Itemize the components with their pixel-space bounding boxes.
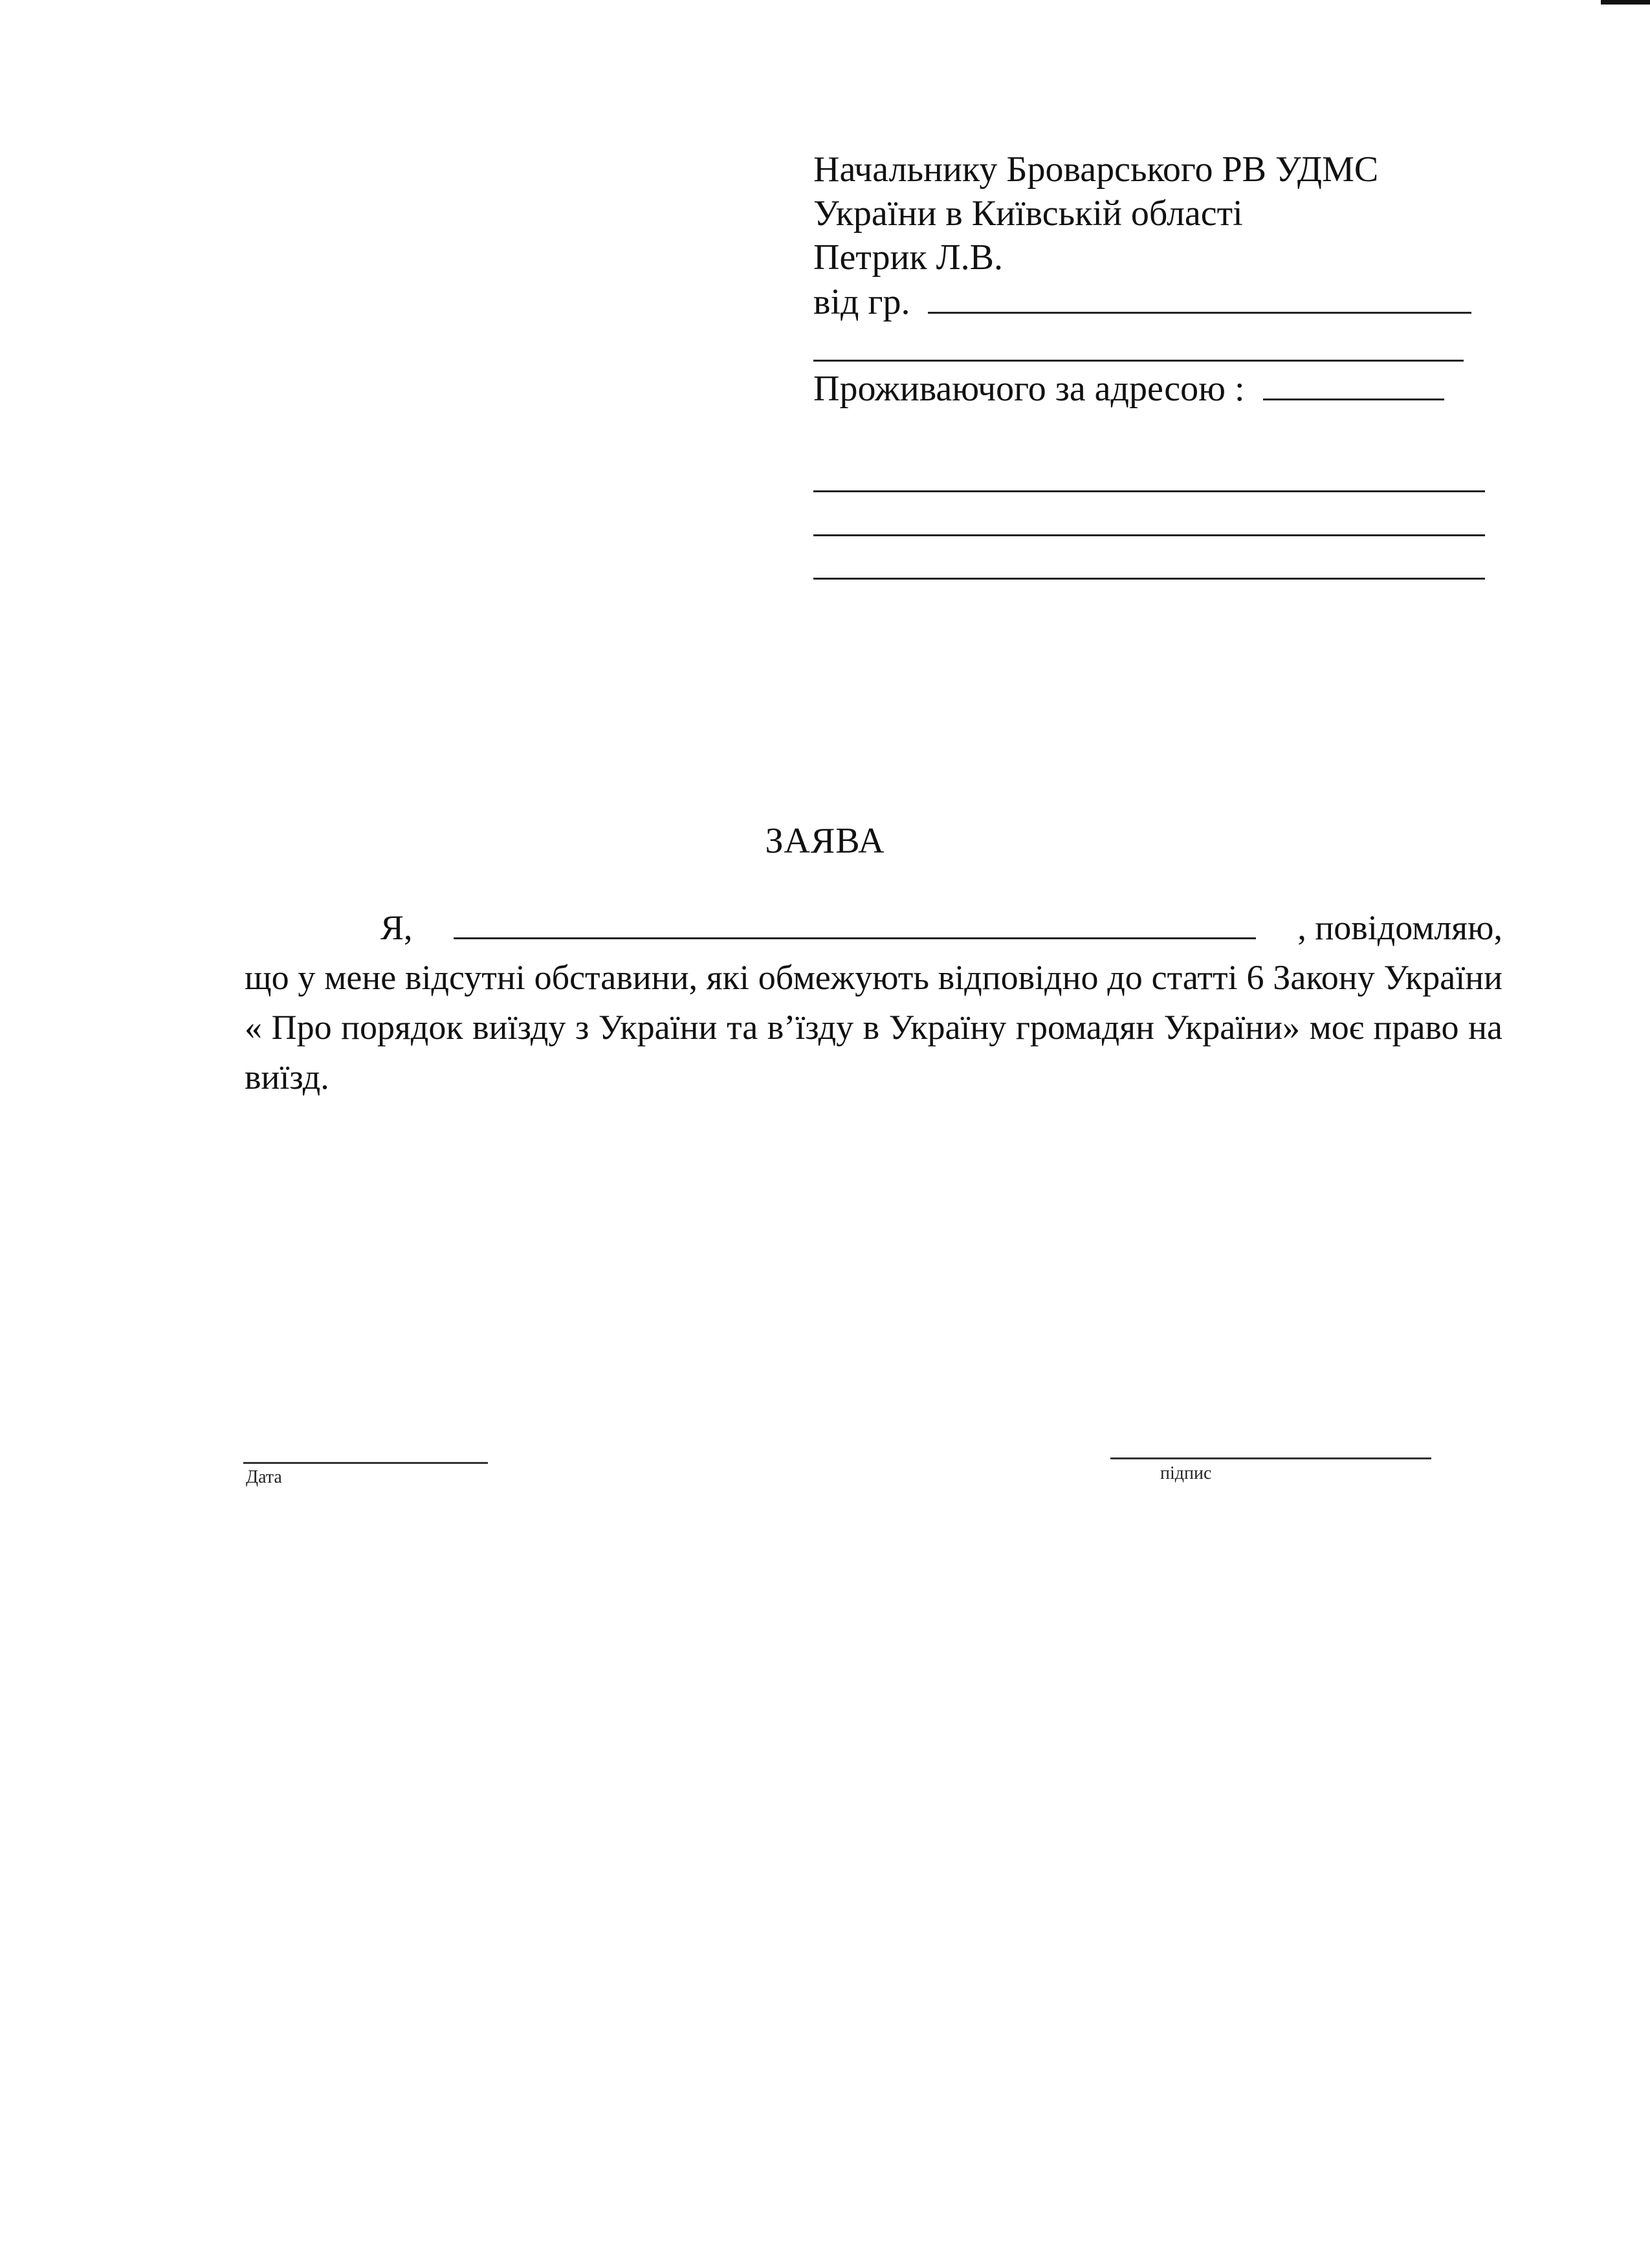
address-blank-2[interactable]: [813, 490, 1485, 492]
document-title: ЗАЯВА: [765, 821, 885, 861]
statement-pronoun: Я,: [380, 908, 413, 947]
address-line: [813, 366, 1499, 410]
applicant-name-blank[interactable]: [454, 909, 1256, 939]
scan-edge-mark: [1601, 0, 1650, 5]
signature-label: підпис: [1160, 1463, 1212, 1483]
addressee-block: [813, 147, 1499, 323]
address-blank-1[interactable]: [1263, 366, 1444, 400]
address-blank-3[interactable]: [813, 534, 1485, 536]
statement-body: [245, 903, 1502, 1102]
statement-first-line: [245, 903, 1502, 953]
from-name-blank[interactable]: [928, 279, 1471, 314]
from-name-blank-2[interactable]: [813, 360, 1464, 362]
signature-blank[interactable]: [1110, 1457, 1431, 1459]
addressee-line-3: Петрик Л.В.: [813, 237, 1003, 278]
statement-verb: , повідомляю,: [1297, 908, 1502, 947]
address-blank-4[interactable]: [813, 578, 1485, 580]
statement-text: що у мене відсутні обставини, які обмежують відповідно до статті 6 Закону України « Про порядок виїзду з України та в’їзду в Україну громадян України» моє право на виїзд.: [245, 958, 1502, 1096]
address-label: Проживаючого за адресою :: [813, 369, 1245, 409]
addressee-line-1: Начальнику Броварського РВ УДМС: [813, 149, 1379, 190]
addressee-line-2: України в Київській області: [813, 193, 1243, 234]
from-label: від гр.: [813, 282, 910, 322]
from-line: [813, 279, 1499, 323]
date-blank[interactable]: [243, 1462, 488, 1464]
date-label: Дата: [246, 1467, 282, 1487]
address-block: [813, 366, 1499, 410]
